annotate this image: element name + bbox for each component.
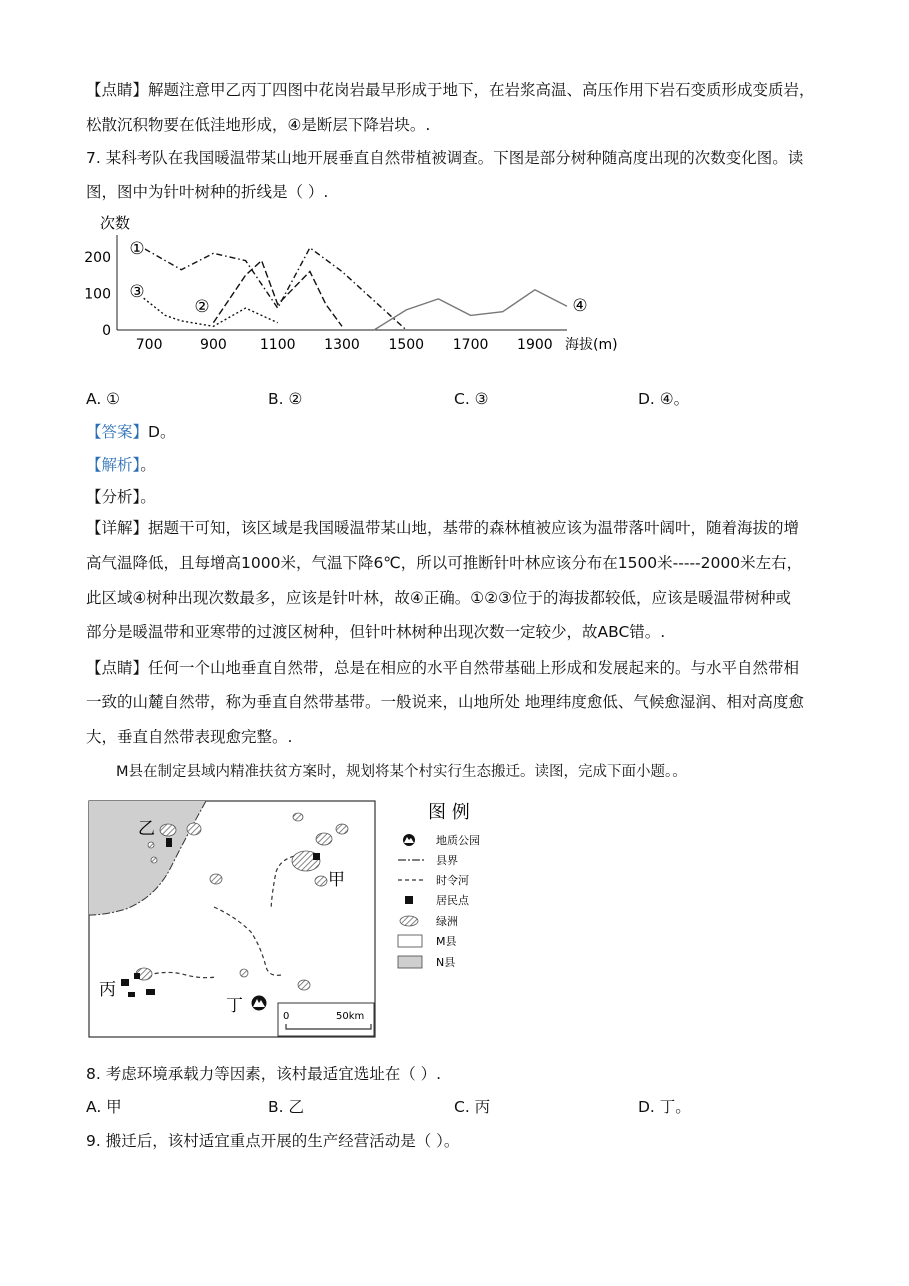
y-tick-label: 200 <box>84 249 111 266</box>
detail-line-3: 此区域④树种出现次数最多，应该是针叶林，故④正确。①②③位于的海拔都较低，应该是暖温带树种或 <box>86 589 791 607</box>
oasis <box>160 824 176 836</box>
oasis <box>315 876 327 886</box>
legend-item-m-county: M县 <box>436 935 457 948</box>
settlement <box>128 992 135 997</box>
settlement <box>121 979 129 986</box>
county-map-figure <box>86 797 526 1042</box>
legend-n-county-box <box>398 956 422 968</box>
legend-m-county-box <box>398 935 422 947</box>
question-8: 8. 考虑环境承载力等因素，该村最适宜选址在（ ）. <box>86 1065 442 1083</box>
oasis <box>336 824 348 834</box>
x-tick-label: 900 <box>200 337 227 353</box>
q7-option-b[interactable]: B. ② <box>268 390 303 408</box>
dianjing2-line-1 <box>86 658 846 678</box>
oasis <box>316 833 332 845</box>
answer-line <box>86 422 846 442</box>
legend-item-n-county: N县 <box>436 956 456 969</box>
question-group-intro: M县在制定县域内精准扶贫方案时，规划将某个村实行生态搬迁。读图，完成下面小题。。 <box>116 764 687 780</box>
x-tick-label: 1300 <box>324 337 360 353</box>
settlement <box>313 853 320 860</box>
x-tick-label: 1500 <box>388 337 425 353</box>
x-tick-label: 1700 <box>452 337 489 353</box>
legend-item-river: 时令河 <box>436 874 469 887</box>
q8-option-c[interactable]: C. 丙 <box>454 1098 491 1116</box>
detail-tag: 【详解】 <box>86 519 149 537</box>
dianjing2-line-3: 大，垂直自然带表现愈完整。. <box>86 728 293 746</box>
answer-value: D。 <box>148 423 176 441</box>
question-7-line-1: 7. 某科考队在我国暖温带某山地开展垂直自然带植被调查。下图是部分树种随高度出现的次数变化图。读 <box>86 149 804 167</box>
jiexi-tag: 【解析】 <box>86 456 141 474</box>
oasis <box>187 823 201 835</box>
legend-oasis-ellipse <box>400 916 418 926</box>
jiexi-line <box>86 455 846 475</box>
y-axis-label: 次数 <box>100 214 131 232</box>
detail-line-2: 高气温降低，且每增高1000米，气温下降6℃，所以可推断针叶林应该分布在1500米-----2000米左右， <box>86 554 803 572</box>
fenxi-line: 【分析】。 <box>86 488 156 506</box>
oasis <box>293 813 303 821</box>
oasis <box>210 874 222 884</box>
oasis <box>240 969 248 977</box>
q7-option-a[interactable]: A. ① <box>86 390 121 408</box>
series-line-1 <box>133 242 406 330</box>
legend-title: 图 例 <box>428 802 470 823</box>
x-tick-label: 1100 <box>259 337 296 353</box>
place-label-bing: 丙 <box>99 980 116 1000</box>
dianjing2-tag: 【点睛】 <box>86 659 149 677</box>
q8-option-b[interactable]: B. 乙 <box>268 1098 304 1116</box>
oasis <box>151 857 157 863</box>
legend-settlement-square <box>405 896 413 904</box>
legend-item-boundary: 县界 <box>436 854 458 867</box>
legend-item-oasis: 绿洲 <box>436 915 458 928</box>
dianjing2-line-2: 一致的山麓自然带，称为垂直自然带基带。一般说来，山地所处 地理纬度愈低、气候愈湿润、相对高度愈 <box>86 693 804 711</box>
q7-option-d[interactable]: D. ④。 <box>638 390 690 408</box>
series-line-4 <box>374 290 567 330</box>
dianjing-line-2: 松散沉积物要在低洼地形成，④是断层下降岩块。. <box>86 116 431 134</box>
detail-text-1: 据题干可知，该区域是我国暖温带某山地，基带的森林植被应该为温带落叶阔叶，随着海拔的增 <box>148 519 800 537</box>
detail-line-4: 部分是暖温带和亚寒带的过渡区树种，但针叶林树种出现次数一定较少，故ABC错。. <box>86 623 666 641</box>
series-line-2 <box>213 261 342 327</box>
jiexi-value: 。 <box>140 456 156 474</box>
x-axis-label: 海拔(m) <box>565 337 618 353</box>
settlement <box>166 838 172 847</box>
q8-option-a[interactable]: A. 甲 <box>86 1098 122 1116</box>
detail-line-1 <box>86 518 846 538</box>
legend <box>398 833 480 969</box>
x-tick-label: 1900 <box>517 337 553 353</box>
q7-option-c[interactable]: C. ③ <box>454 390 489 408</box>
series-label-1: ① <box>129 239 145 259</box>
oasis <box>148 842 154 848</box>
series-label-2: ② <box>194 297 210 317</box>
scale-zero: 0 <box>283 1011 290 1022</box>
dianjing2-text-1: 任何一个山地垂直自然带，总是在相应的水平自然带基础上形成和发展起来的。与水平自然带相 <box>148 659 800 677</box>
y-tick-label: 100 <box>84 286 111 303</box>
question-9: 9. 搬迁后，该村适宜重点开展的生产经营活动是（ ）。 <box>86 1132 460 1150</box>
oasis <box>298 980 310 990</box>
legend-item-geopark: 地质公园 <box>436 834 480 847</box>
settlement <box>134 973 140 979</box>
x-tick-label: 700 <box>135 337 163 353</box>
series-label-3: ③ <box>129 282 145 302</box>
dianjing-line-1: 【点睛】解题注意甲乙丙丁四图中花岗岩最早形成于地下，在岩浆高温、高压作用下岩石变质形成变质岩， <box>86 81 815 99</box>
place-label-jia: 甲 <box>328 870 345 890</box>
scale-label: 50km <box>336 1011 365 1022</box>
question-7-line-2: 图，图中为针叶树种的折线是（ ）. <box>86 183 329 201</box>
series-label-4: ④ <box>572 296 588 316</box>
settlement <box>146 989 155 995</box>
answer-tag: 【答案】 <box>86 423 149 441</box>
tree-species-line-chart <box>82 210 642 360</box>
q8-option-d[interactable]: D. 丁。 <box>638 1098 691 1116</box>
place-label-yi: 乙 <box>138 819 155 839</box>
legend-item-settlement: 居民点 <box>436 894 469 907</box>
place-label-ding: 丁 <box>226 996 243 1016</box>
y-tick-label: 0 <box>102 323 111 339</box>
